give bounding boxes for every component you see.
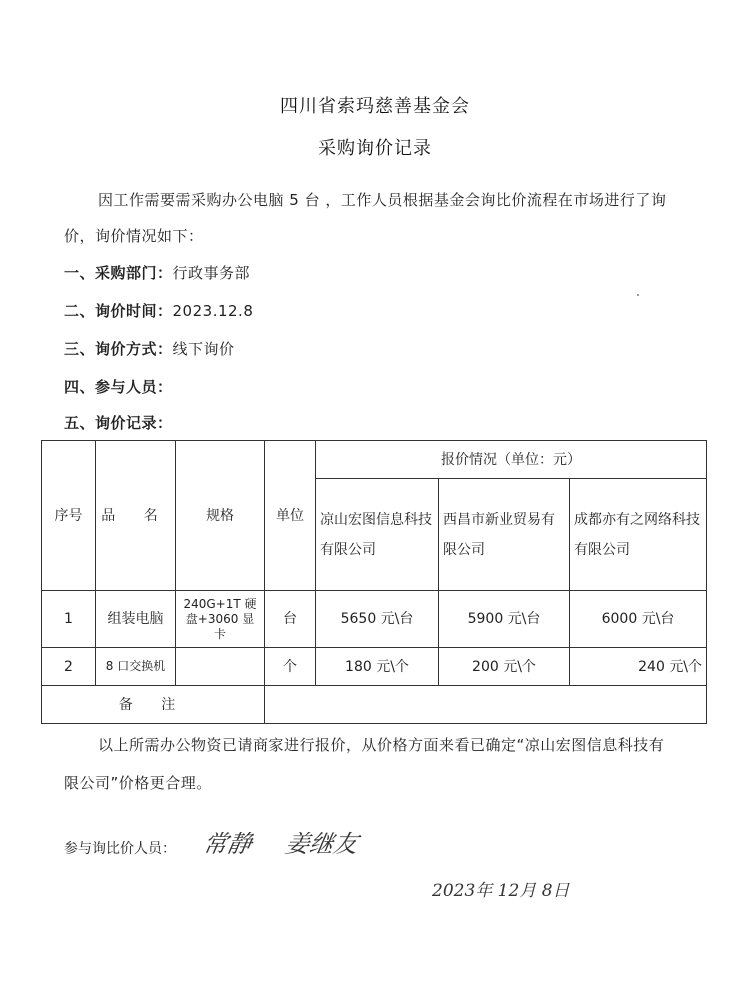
header-unit: 单位: [265, 441, 316, 591]
item-label: 四、参与人员：: [64, 378, 173, 396]
item-method: [64, 338, 235, 359]
table-header-row: [42, 441, 707, 479]
row-seq: 1: [42, 591, 96, 648]
item-label: 五、询价记录：: [64, 414, 173, 432]
remark-label: 备 注: [42, 686, 265, 724]
scan-speck: [637, 294, 639, 296]
row-unit: 个: [265, 648, 316, 686]
header-quote-group: 报价情况（单位：元）: [316, 441, 707, 479]
row-price-3: 6000 元\台: [570, 591, 707, 648]
conclusion-text: 以上所需办公物资已请商家进行报价，从价格方面来看已确定“凉山宏图信息科技有限公司”价格更合理。: [64, 736, 665, 792]
intro-text: 因工作需要需采购办公电脑 5 台 ，工作人员根据基金会询比价流程在市场进行了询价，询价情况如下：: [64, 191, 667, 245]
signature-1: 常静: [201, 830, 255, 858]
row-unit: 台: [265, 591, 316, 648]
header-vendor-3: 成都亦有之网络科技有限公司: [570, 479, 707, 591]
remark-value: [265, 686, 707, 724]
row-spec: 240G+1T 硬盘+3060 显卡: [176, 591, 265, 648]
item-department: [64, 262, 250, 283]
org-title: 四川省索玛慈善基金会: [280, 96, 470, 117]
item-label: 二、询价时间：: [64, 302, 173, 320]
row-price-2: 5900 元\台: [439, 591, 570, 648]
quote-table: [41, 440, 707, 724]
item-label: 一、采购部门：: [64, 264, 173, 282]
header-seq: 序号: [42, 441, 96, 591]
item-participants: [64, 376, 173, 397]
item-records: [64, 412, 173, 433]
item-value: 行政事务部: [172, 264, 251, 282]
item-value: 2023.12.8: [172, 302, 254, 320]
table-row: [42, 591, 707, 648]
row-seq: 2: [42, 648, 96, 686]
row-name: 组装电脑: [96, 591, 176, 648]
document-title: 采购询价记录: [318, 138, 432, 159]
signers-label: 参与询比价人员：: [64, 841, 176, 857]
conclusion-paragraph: [64, 726, 679, 802]
item-label: 三、询价方式：: [64, 340, 173, 358]
header-vendor-2: 西昌市新业贸易有限公司: [439, 479, 570, 591]
row-name: 8 口交换机: [96, 648, 176, 686]
row-spec: [176, 648, 265, 686]
signature-2: 姜继友: [283, 830, 361, 858]
row-price-1: 180 元\个: [316, 648, 439, 686]
table-row: [42, 648, 707, 686]
header-spec: 规格: [176, 441, 265, 591]
row-price-1: 5650 元\台: [316, 591, 439, 648]
header-name: 品 名: [96, 441, 176, 591]
handwritten-date: 2023年 12月 8日: [432, 881, 570, 901]
item-value: 线下询价: [172, 340, 235, 358]
intro-paragraph: [64, 182, 684, 254]
table-remark-row: [42, 686, 707, 724]
row-price-2: 200 元\个: [439, 648, 570, 686]
row-price-3: 240 元\个: [570, 648, 707, 686]
header-vendor-1: 凉山宏图信息科技有限公司: [316, 479, 439, 591]
item-time: [64, 300, 253, 321]
